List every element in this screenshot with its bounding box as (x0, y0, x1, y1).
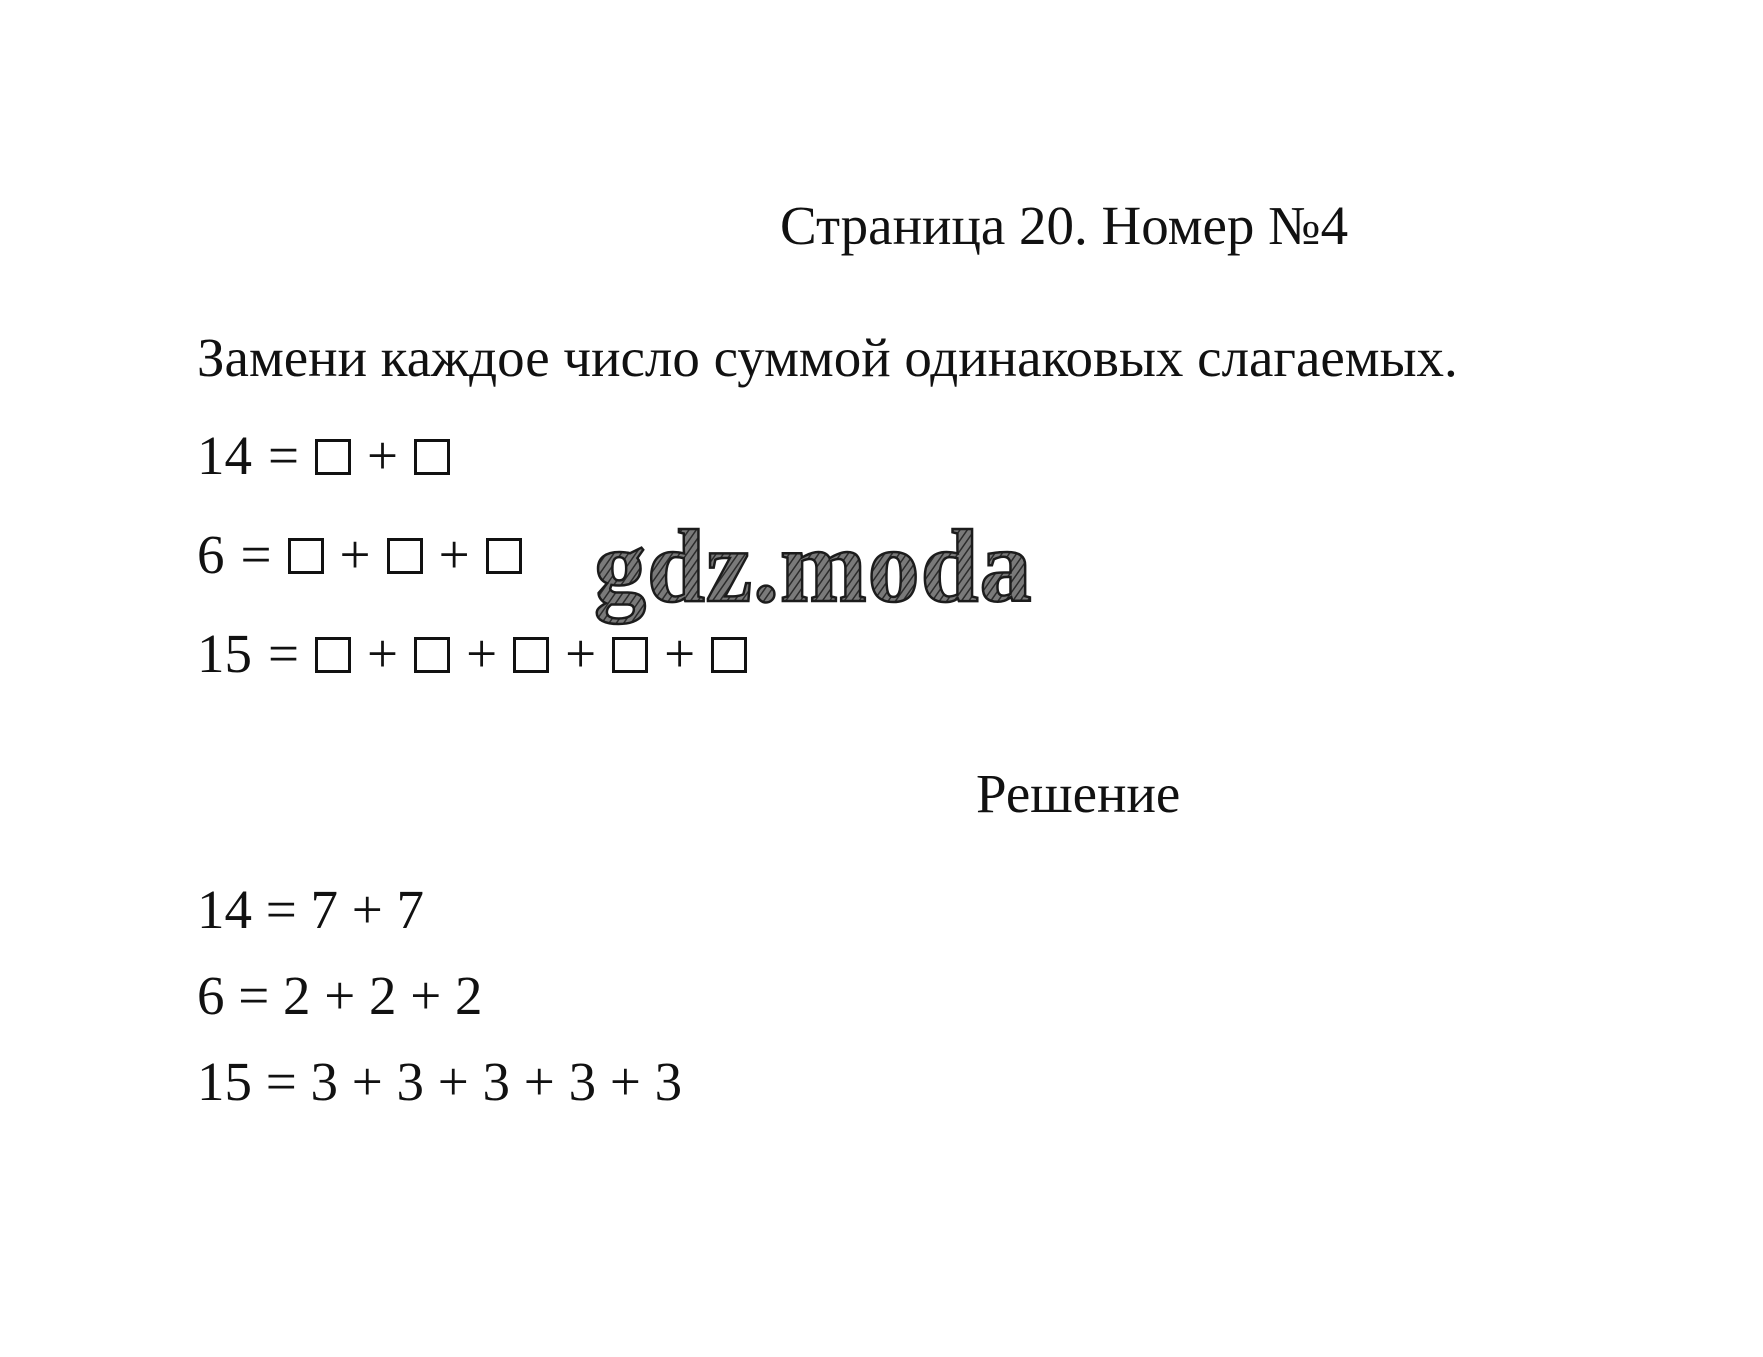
task-equation-2 (197, 524, 522, 585)
plus-sign: + (367, 623, 399, 684)
answer-box[interactable] (414, 439, 450, 475)
answer-box[interactable] (288, 538, 324, 574)
equation-number: 6 (197, 524, 225, 585)
solution-line-2: 6 = 2 + 2 + 2 (197, 965, 483, 1026)
plus-sign: + (438, 524, 470, 585)
answer-box[interactable] (486, 538, 522, 574)
answer-box[interactable] (711, 637, 747, 673)
answer-box[interactable] (513, 637, 549, 673)
answer-box[interactable] (612, 637, 648, 673)
task-equation-3 (197, 623, 747, 684)
plus-sign: + (664, 623, 696, 684)
answer-box[interactable] (414, 637, 450, 673)
plus-sign: + (367, 425, 399, 486)
solution-line-1: 14 = 7 + 7 (197, 879, 425, 940)
equals-sign: = (268, 425, 300, 486)
answer-box[interactable] (315, 637, 351, 673)
answer-box[interactable] (387, 538, 423, 574)
solution-line-3: 15 = 3 + 3 + 3 + 3 + 3 (197, 1051, 683, 1112)
task-equation-1 (197, 425, 450, 486)
plus-sign: + (565, 623, 597, 684)
task-instruction: Замени каждое число суммой одинаковых слагаемых. (197, 327, 1458, 388)
page-title: Страница 20. Номер №4 (780, 195, 1349, 256)
watermark-logo (590, 513, 1090, 633)
solution-heading: Решение (976, 763, 1181, 824)
equation-number: 14 (197, 425, 252, 486)
equation-number: 15 (197, 623, 252, 684)
equals-sign: = (240, 524, 272, 585)
answer-box[interactable] (315, 439, 351, 475)
equals-sign: = (268, 623, 300, 684)
watermark-logo-graphic (590, 513, 1090, 633)
watermark-text: gdz.moda (594, 513, 1033, 624)
plus-sign: + (339, 524, 371, 585)
plus-sign: + (466, 623, 498, 684)
